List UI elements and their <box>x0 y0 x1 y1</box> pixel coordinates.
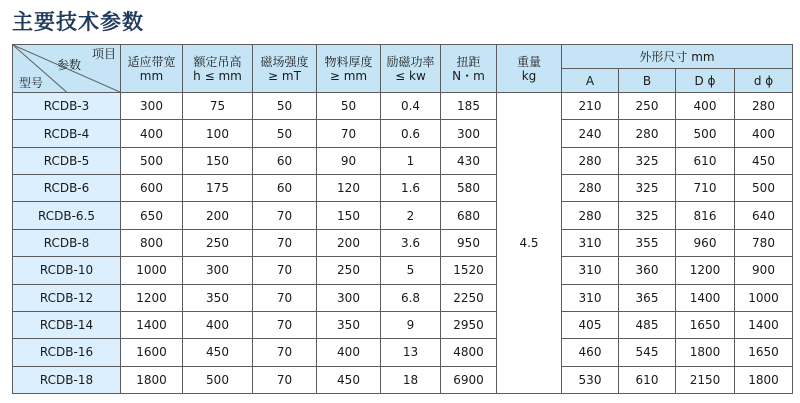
field-strength-cell: 60 <box>253 147 317 174</box>
header-field-strength: 磁场强度 ≥ mT <box>253 45 317 93</box>
dim-big-d-cell: 816 <box>676 202 735 229</box>
dim-b-cell: 250 <box>619 93 676 120</box>
dim-a-cell: 310 <box>562 257 619 284</box>
dim-b-cell: 610 <box>619 366 676 393</box>
dim-small-d-cell: 900 <box>735 257 793 284</box>
table-row <box>13 284 793 311</box>
field-strength-cell: 70 <box>253 202 317 229</box>
belt-width-cell: 1200 <box>121 284 183 311</box>
dim-big-d-cell: 610 <box>676 147 735 174</box>
dim-a-cell: 460 <box>562 339 619 366</box>
lift-height-cell: 200 <box>183 202 253 229</box>
table-row <box>13 257 793 284</box>
dim-a-cell: 280 <box>562 147 619 174</box>
header-lift-height: 额定吊高 h ≤ mm <box>183 45 253 93</box>
material-thickness-cell: 90 <box>317 147 381 174</box>
header-torque: 扭距 N・m <box>441 45 497 93</box>
excitation-power-cell: 2 <box>381 202 441 229</box>
dim-b-cell: 365 <box>619 284 676 311</box>
model-cell: RCDB-4 <box>13 120 121 147</box>
table-row <box>13 147 793 174</box>
torque-cell: 680 <box>441 202 497 229</box>
torque-cell: 300 <box>441 120 497 147</box>
dim-big-d-cell: 400 <box>676 93 735 120</box>
corner-item-label: 项目 <box>91 47 116 61</box>
excitation-power-cell: 9 <box>381 311 441 338</box>
dim-b-cell: 360 <box>619 257 676 284</box>
field-strength-cell: 70 <box>253 339 317 366</box>
dim-small-d-cell: 780 <box>735 229 793 256</box>
header-dimensions: 外形尺寸 mm <box>562 45 793 69</box>
model-cell: RCDB-10 <box>13 257 121 284</box>
dim-a-cell: 405 <box>562 311 619 338</box>
dim-b-cell: 485 <box>619 311 676 338</box>
model-cell: RCDB-8 <box>13 229 121 256</box>
torque-cell: 185 <box>441 93 497 120</box>
field-strength-cell: 70 <box>253 229 317 256</box>
belt-width-cell: 1400 <box>121 311 183 338</box>
field-strength-cell: 60 <box>253 175 317 202</box>
table-row <box>13 366 793 393</box>
model-cell: RCDB-16 <box>13 339 121 366</box>
lift-height-cell: 75 <box>183 93 253 120</box>
header-dim-b: B <box>619 69 676 93</box>
model-cell: RCDB-12 <box>13 284 121 311</box>
table-row <box>13 229 793 256</box>
field-strength-cell: 70 <box>253 366 317 393</box>
excitation-power-cell: 5 <box>381 257 441 284</box>
excitation-power-cell: 6.8 <box>381 284 441 311</box>
excitation-power-cell: 18 <box>381 366 441 393</box>
material-thickness-cell: 250 <box>317 257 381 284</box>
header-dim-small-d: d ϕ <box>735 69 793 93</box>
field-strength-cell: 70 <box>253 284 317 311</box>
dim-b-cell: 325 <box>619 147 676 174</box>
field-strength-cell: 70 <box>253 257 317 284</box>
dim-b-cell: 355 <box>619 229 676 256</box>
dim-b-cell: 325 <box>619 175 676 202</box>
header-material-thickness: 物料厚度 ≥ mm <box>317 45 381 93</box>
dim-small-d-cell: 1400 <box>735 311 793 338</box>
dim-small-d-cell: 1000 <box>735 284 793 311</box>
dim-big-d-cell: 1200 <box>676 257 735 284</box>
dim-b-cell: 545 <box>619 339 676 366</box>
belt-width-cell: 1800 <box>121 366 183 393</box>
lift-height-cell: 150 <box>183 147 253 174</box>
model-cell: RCDB-6 <box>13 175 121 202</box>
model-cell: RCDB-3 <box>13 93 121 120</box>
table-row <box>13 93 793 120</box>
dim-a-cell: 280 <box>562 202 619 229</box>
corner-model-label: 型号 <box>19 76 44 90</box>
belt-width-cell: 300 <box>121 93 183 120</box>
dim-small-d-cell: 450 <box>735 147 793 174</box>
dim-big-d-cell: 960 <box>676 229 735 256</box>
dim-small-d-cell: 1650 <box>735 339 793 366</box>
dim-big-d-cell: 1800 <box>676 339 735 366</box>
table-row <box>13 339 793 366</box>
dim-a-cell: 530 <box>562 366 619 393</box>
dim-a-cell: 310 <box>562 229 619 256</box>
dim-a-cell: 240 <box>562 120 619 147</box>
dim-a-cell: 210 <box>562 93 619 120</box>
torque-cell: 1520 <box>441 257 497 284</box>
field-strength-cell: 50 <box>253 93 317 120</box>
excitation-power-cell: 1 <box>381 147 441 174</box>
header-weight: 重量 kg <box>497 45 562 93</box>
material-thickness-cell: 70 <box>317 120 381 147</box>
page-title: 主要技术参数 <box>12 10 144 34</box>
excitation-power-cell: 3.6 <box>381 229 441 256</box>
lift-height-cell: 250 <box>183 229 253 256</box>
torque-cell: 2250 <box>441 284 497 311</box>
dim-b-cell: 280 <box>619 120 676 147</box>
table-body <box>13 93 793 394</box>
lift-height-cell: 500 <box>183 366 253 393</box>
torque-cell: 950 <box>441 229 497 256</box>
material-thickness-cell: 50 <box>317 93 381 120</box>
dim-a-cell: 280 <box>562 175 619 202</box>
torque-cell: 2950 <box>441 311 497 338</box>
material-thickness-cell: 450 <box>317 366 381 393</box>
dim-big-d-cell: 500 <box>676 120 735 147</box>
material-thickness-cell: 120 <box>317 175 381 202</box>
lift-height-cell: 300 <box>183 257 253 284</box>
model-cell: RCDB-14 <box>13 311 121 338</box>
spec-table <box>12 44 793 394</box>
field-strength-cell: 70 <box>253 311 317 338</box>
lift-height-cell: 175 <box>183 175 253 202</box>
belt-width-cell: 1600 <box>121 339 183 366</box>
model-cell: RCDB-5 <box>13 147 121 174</box>
dim-small-d-cell: 280 <box>735 93 793 120</box>
header-corner-cell <box>13 45 121 93</box>
header-excitation-power: 励磁功率 ≤ kw <box>381 45 441 93</box>
lift-height-cell: 400 <box>183 311 253 338</box>
lift-height-cell: 450 <box>183 339 253 366</box>
excitation-power-cell: 1.6 <box>381 175 441 202</box>
corner-param-label: 参数 <box>57 58 82 72</box>
table-header <box>13 45 793 93</box>
belt-width-cell: 650 <box>121 202 183 229</box>
belt-width-cell: 800 <box>121 229 183 256</box>
excitation-power-cell: 0.6 <box>381 120 441 147</box>
torque-cell: 4800 <box>441 339 497 366</box>
dim-big-d-cell: 710 <box>676 175 735 202</box>
belt-width-cell: 600 <box>121 175 183 202</box>
dim-big-d-cell: 1650 <box>676 311 735 338</box>
dim-b-cell: 325 <box>619 202 676 229</box>
header-dim-a: A <box>562 69 619 93</box>
material-thickness-cell: 400 <box>317 339 381 366</box>
field-strength-cell: 50 <box>253 120 317 147</box>
belt-width-cell: 400 <box>121 120 183 147</box>
belt-width-cell: 500 <box>121 147 183 174</box>
torque-cell: 430 <box>441 147 497 174</box>
header-belt-width: 适应带宽 mm <box>121 45 183 93</box>
material-thickness-cell: 200 <box>317 229 381 256</box>
dim-big-d-cell: 2150 <box>676 366 735 393</box>
dim-small-d-cell: 640 <box>735 202 793 229</box>
material-thickness-cell: 300 <box>317 284 381 311</box>
dim-small-d-cell: 1800 <box>735 366 793 393</box>
belt-width-cell: 1000 <box>121 257 183 284</box>
table-row <box>13 202 793 229</box>
weight-cell: 4.5 <box>497 93 562 394</box>
dim-small-d-cell: 500 <box>735 175 793 202</box>
material-thickness-cell: 150 <box>317 202 381 229</box>
dim-small-d-cell: 400 <box>735 120 793 147</box>
dim-a-cell: 310 <box>562 284 619 311</box>
material-thickness-cell: 350 <box>317 311 381 338</box>
excitation-power-cell: 13 <box>381 339 441 366</box>
lift-height-cell: 350 <box>183 284 253 311</box>
table-row <box>13 311 793 338</box>
table-row <box>13 120 793 147</box>
lift-height-cell: 100 <box>183 120 253 147</box>
header-dim-big-d: D ϕ <box>676 69 735 93</box>
torque-cell: 6900 <box>441 366 497 393</box>
dim-big-d-cell: 1400 <box>676 284 735 311</box>
excitation-power-cell: 0.4 <box>381 93 441 120</box>
torque-cell: 580 <box>441 175 497 202</box>
table-row <box>13 175 793 202</box>
model-cell: RCDB-6.5 <box>13 202 121 229</box>
model-cell: RCDB-18 <box>13 366 121 393</box>
